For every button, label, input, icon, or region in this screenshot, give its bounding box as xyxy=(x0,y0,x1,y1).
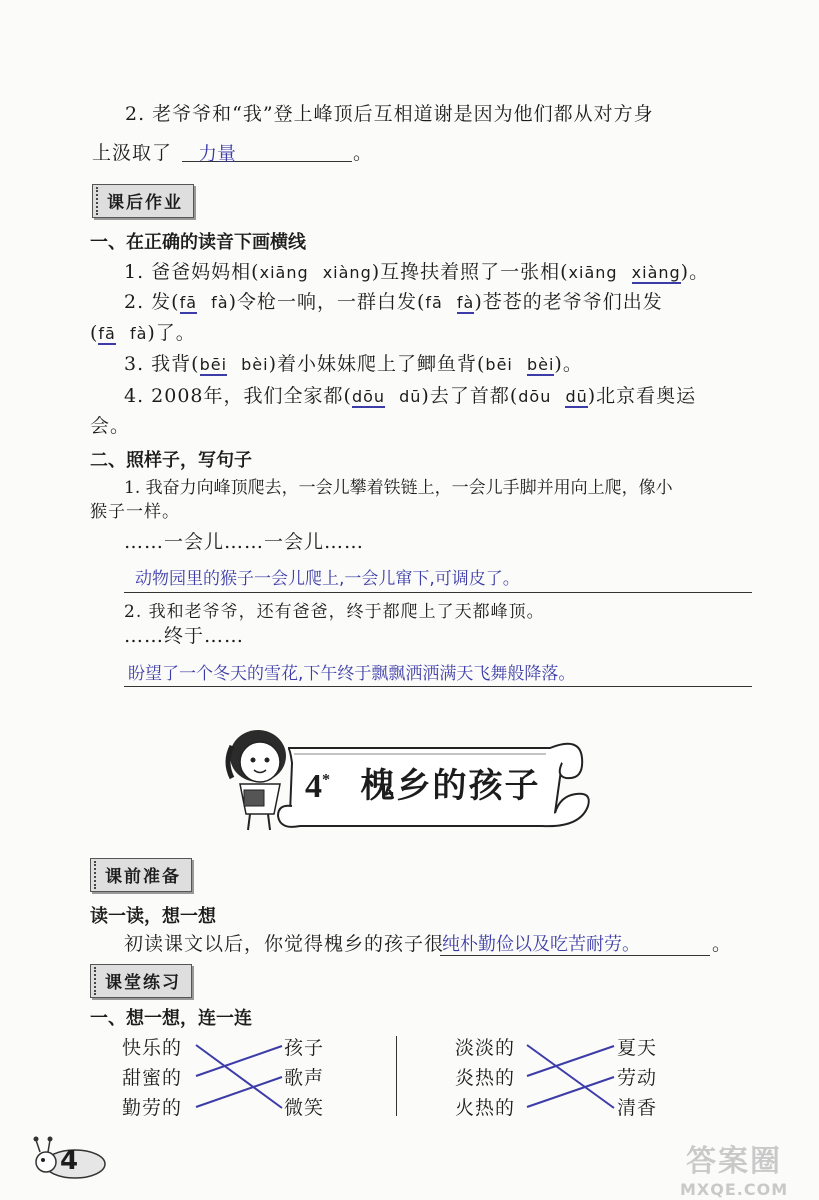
item4-cont: 会。 xyxy=(90,415,131,437)
prep-question: 初读课文以后，你觉得槐乡的孩子很 xyxy=(124,933,445,955)
match-line xyxy=(196,1077,282,1107)
right-word-2: 炎热的 xyxy=(455,1067,516,1089)
sentence1-line2: 猴子一样。 xyxy=(90,502,180,522)
underline-answer: fā xyxy=(98,324,116,343)
right-word-3: 火热的 xyxy=(455,1097,516,1119)
item2-cont: (fā fà)了。 xyxy=(90,322,196,344)
watermark-line1: 答案圈 xyxy=(686,1144,783,1179)
page-number: 4 xyxy=(60,1146,79,1176)
lesson-star: * xyxy=(322,771,330,789)
sentence2-line1: 2. 我和老爷爷，还有爸爸，终于都爬上了天都峰顶。 xyxy=(124,602,545,622)
match-line xyxy=(196,1045,282,1108)
homework-label-box xyxy=(92,184,194,218)
match-line xyxy=(527,1077,614,1107)
underline-answer: dōu xyxy=(351,387,386,406)
left-word-3: 勤劳的 xyxy=(122,1097,183,1119)
left-target-1: 孩子 xyxy=(284,1037,325,1059)
item4: 4. 2008年，我们全家都(dōu dū)去了首都(dōu dū)北京看奥运 xyxy=(124,385,697,407)
underline-answer: bēi xyxy=(199,355,228,374)
answer-handwritten: 力量 xyxy=(198,143,237,165)
practice-label-box xyxy=(90,964,192,998)
watermark xyxy=(680,1136,788,1199)
prep-label: 课前准备 xyxy=(90,858,192,892)
right-target-2: 劳动 xyxy=(617,1067,658,1089)
prep-label-box xyxy=(90,858,192,892)
left-target-2: 歌声 xyxy=(284,1067,325,1089)
underline-answer: fā xyxy=(179,293,198,312)
lesson-number: 4 xyxy=(305,768,322,805)
item2: 2. 发(fā fà)令枪一响，一群白发(fā fà)苍苍的老爷爷们出发 xyxy=(124,291,663,313)
right-target-3: 清香 xyxy=(617,1097,658,1119)
underline-answer: xiàng xyxy=(631,263,681,282)
left-target-3: 微笑 xyxy=(284,1097,325,1119)
practice-title: 一、想一想，连一连 xyxy=(90,1008,252,1029)
right-word-1: 淡淡的 xyxy=(455,1037,516,1059)
item1: 1. 爸爸妈妈相(xiāng xiàng)互搀扶着照了一张相(xiāng xiàng)。 xyxy=(124,261,710,283)
match-line xyxy=(196,1046,282,1076)
sentence1-pattern: ……一会儿……一会儿…… xyxy=(124,531,365,553)
question-2-line1: 2. 老爷爷和“我”登上峰顶后互相道谢是因为他们都从对方身 xyxy=(125,103,654,125)
part1-title: 一、在正确的读音下画横线 xyxy=(90,232,306,253)
answer-line xyxy=(124,592,752,593)
answer-blank-line xyxy=(440,955,710,956)
match-line xyxy=(527,1045,614,1108)
watermark-line2: MXQE.COM xyxy=(680,1180,789,1199)
prep-suffix: 。 xyxy=(712,933,733,955)
match-line xyxy=(527,1046,614,1076)
underline-answer: bèi xyxy=(526,355,555,374)
underline-answer: dū xyxy=(565,387,588,406)
lesson-heading xyxy=(305,758,541,807)
left-word-1: 快乐的 xyxy=(122,1037,183,1059)
lesson-title: 槐乡的孩子 xyxy=(360,768,541,805)
sentence1-answer: 动物园里的猴子一会儿爬上,一会儿窜下,可调皮了。 xyxy=(135,569,520,589)
column-divider xyxy=(396,1036,397,1116)
sentence2-answer: 盼望了一个冬天的雪花,下午终于飘飘洒洒满天飞舞般降落。 xyxy=(128,664,576,684)
question-2-prefix: 上汲取了 xyxy=(92,142,173,164)
prep-answer: 纯朴勤俭以及吃苦耐劳。 xyxy=(442,934,640,955)
sentence1-line1: 1. 我奋力向峰顶爬去，一会儿攀着铁链上，一会儿手脚并用向上爬，像小 xyxy=(124,478,673,498)
right-target-1: 夏天 xyxy=(617,1037,658,1059)
answer-line xyxy=(124,686,752,687)
item3: 3. 我背(bēi bèi)着小妹妹爬上了鲫鱼背(bēi bèi)。 xyxy=(124,353,583,375)
sentence2-pattern: ……终于…… xyxy=(124,625,245,647)
left-word-2: 甜蜜的 xyxy=(122,1067,183,1089)
part2-title: 二、照样子，写句子 xyxy=(90,450,252,471)
underline-answer: fà xyxy=(456,293,475,312)
homework-label: 课后作业 xyxy=(92,184,194,218)
prep-title: 读一读，想一想 xyxy=(90,906,216,927)
practice-label: 课堂练习 xyxy=(90,964,192,998)
question-2-suffix: 。 xyxy=(353,142,374,164)
